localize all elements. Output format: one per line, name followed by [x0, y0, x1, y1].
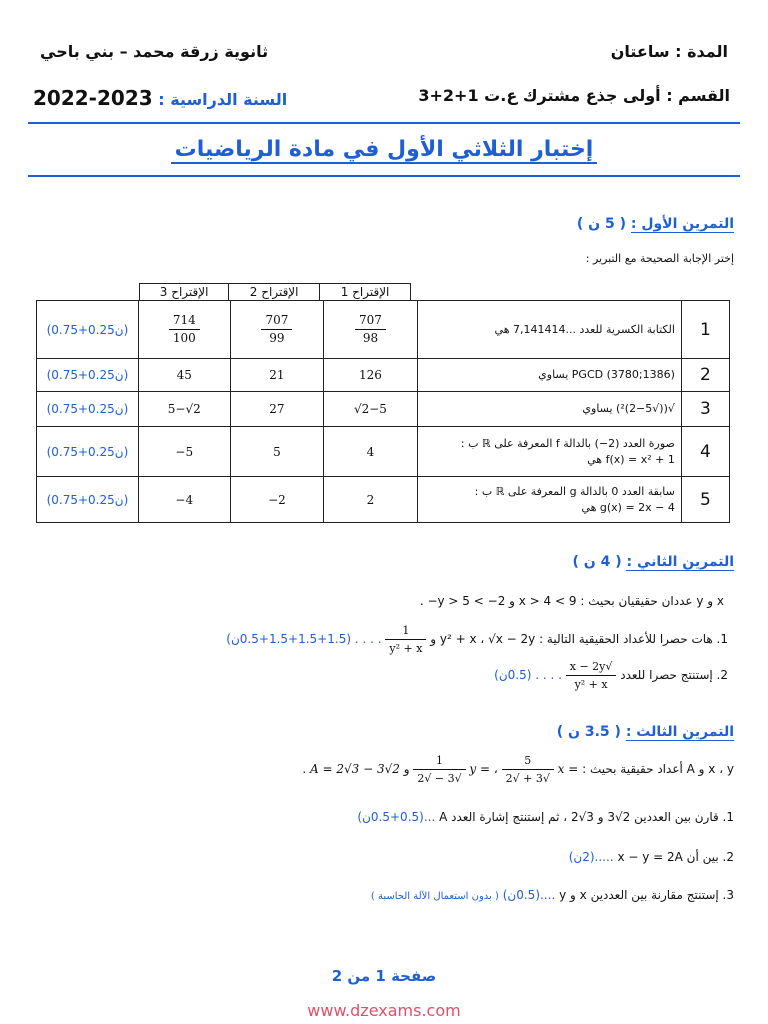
ex1-title: التمرين الأول : ( 5 ن ) — [576, 216, 734, 232]
ex3-question-2: 2. بين أن x − y = 2A .....(2ن) — [568, 850, 734, 864]
proposal-headers — [139, 283, 411, 301]
table-row — [37, 359, 730, 392]
table-row — [37, 477, 730, 523]
question-number: 4 — [681, 427, 729, 477]
ex1-instruction: إختر الإجابة الصحيحة مع التبرير : — [585, 252, 734, 265]
question-text-line-2: g(x) = 2x − 4 هي — [581, 500, 675, 514]
question-text: PGCD (3780;1386) يساوي — [417, 359, 681, 392]
question-text: الكتابة الكسرية للعدد ...7,141414 هي — [417, 301, 681, 359]
class-section: القسم : أولى جذع مشترك ع.ت 1+2+3 — [418, 86, 730, 105]
title-divider — [28, 175, 740, 177]
proposal-3-header: الإقتراح 3 — [140, 284, 229, 301]
answer-2: 21 — [230, 359, 323, 392]
question-text — [417, 477, 681, 523]
answer-1: √2−5 — [324, 392, 418, 427]
answer-3: $\frac{714}{100}$ — [138, 301, 230, 359]
answer-3: −5 — [138, 427, 230, 477]
proposal-2-header: الإقتراح 2 — [229, 284, 320, 301]
points-cell: (0.75+0.25ن) — [37, 477, 139, 523]
page-number: صفحة 1 من 2 — [331, 967, 437, 985]
table-row — [37, 392, 730, 427]
ex2-given: x و y عددان حقيقيان بحيث : 9 > x > 4 و 2− > y > 5− . — [419, 594, 724, 608]
answer-1: 4 — [324, 427, 418, 477]
header-divider — [28, 122, 740, 124]
watermark: www.dzexams.com — [307, 1001, 461, 1020]
answer-3: 5−√2 — [138, 392, 230, 427]
answer-1: $\frac{707}{98}$ — [324, 301, 418, 359]
ex3-given: x ، y و A أعداد حقيقية بحيث : x = $\frac{5}{√3 + √2}$ ، y = $\frac{1}{√3 - √2}$ و A = 2√3 − 3√2 . — [302, 754, 734, 785]
school-name: ثانوية زرقة محمد – بني باحي — [40, 42, 269, 61]
answer-2: −2 — [230, 477, 323, 523]
ex3-question-3: 3. إستنتج مقارنة بين العددين x و y ....(0.5ن) ( بدون استعمال الآلة الحاسبة ) — [370, 888, 734, 902]
answer-3: 45 — [138, 359, 230, 392]
answer-2: 5 — [230, 427, 323, 477]
question-text: √((√2−5)²) يساوي — [417, 392, 681, 427]
ex2-title: التمرين الثاني : ( 4 ن ) — [572, 554, 734, 570]
ex2-question-2: 2. إستنتج حصرا للعدد $\frac{√x - 2y}{\text{y² + x}}$ . . . . (0.5ن) — [494, 660, 728, 691]
points-cell: (0.75+0.25ن) — [37, 392, 139, 427]
answer-3: −4 — [138, 477, 230, 523]
duration: المدة : ساعتان — [610, 42, 728, 61]
points-cell: (0.75+0.25ن) — [37, 427, 139, 477]
answer-1: 2 — [324, 477, 418, 523]
exam-title: إختبار الثلاثي الأول في مادة الرياضيات — [0, 137, 768, 162]
mcq-table — [36, 300, 730, 523]
question-text-line-1: سابقة العدد 0 بالدالة g المعرفة على ℝ ب : — [474, 484, 675, 498]
points-cell: (0.75+0.25ن) — [37, 359, 139, 392]
school-year-value: 2023-2022 — [33, 86, 153, 110]
proposal-1-header: الإقتراح 1 — [320, 284, 411, 301]
answer-1: 126 — [324, 359, 418, 392]
question-text-line-2: f(x) = x² + 1 هي — [587, 452, 675, 466]
points-cell: (0.75+0.25ن) — [37, 301, 139, 359]
question-number: 5 — [681, 477, 729, 523]
question-number: 1 — [681, 301, 729, 359]
answer-2: $\frac{707}{99}$ — [230, 301, 323, 359]
question-text — [417, 427, 681, 477]
school-year-label: السنة الدراسية : — [158, 90, 288, 109]
answer-2: 27 — [230, 392, 323, 427]
ex3-question-1: 1. قارن بين العددين 2√3 و 3√2 ، ثم إستنتج إشارة العدد A ...(0.5+0.5ن) — [357, 810, 734, 824]
table-row — [37, 427, 730, 477]
question-number: 3 — [681, 392, 729, 427]
ex3-title: التمرين الثالث : ( 3.5 ن ) — [556, 724, 734, 740]
question-text-line-1: صورة العدد (2−) بالدالة f المعرفة على ℝ ب : — [460, 436, 675, 450]
table-row — [37, 301, 730, 359]
school-year — [33, 86, 287, 110]
question-number: 2 — [681, 359, 729, 392]
ex2-question-1: 1. هات حصرا للأعداد الحقيقية التالية : y² + x ، √x − 2y و $\frac{1}{\text{y² + x}}$ . . . . (1.5+1.5+1.5+0.5ن) — [226, 624, 728, 655]
